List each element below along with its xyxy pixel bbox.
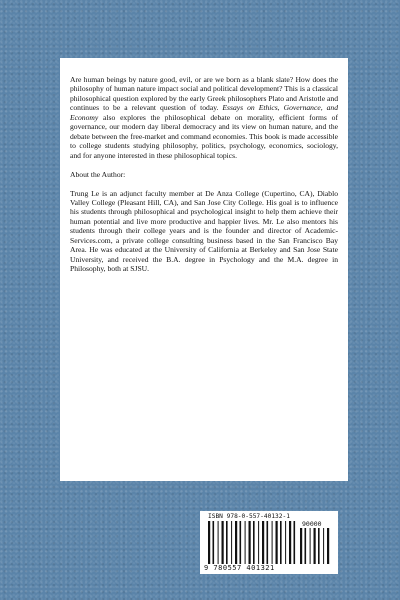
price-code-label: 90000 [302, 520, 322, 528]
back-cover-text-panel [60, 58, 348, 481]
barcode-bar [226, 521, 228, 564]
ean-barcode-bars [208, 521, 298, 564]
barcode-bar [253, 521, 255, 564]
barcode-bar [267, 521, 269, 564]
barcode-bar [280, 521, 282, 564]
barcode-bar [235, 521, 237, 564]
barcode-bar [272, 521, 273, 564]
barcode-bar [222, 521, 224, 564]
barcode-bar [289, 521, 291, 564]
barcode-bar [310, 528, 311, 564]
barcode-bar [305, 528, 307, 564]
isbn-label: ISBN 978-0-557-40132-1 [208, 513, 290, 520]
barcode-bar [240, 521, 242, 564]
isbn-barcode [200, 511, 338, 574]
description-text-continued: also explores the philosophical debate on morality, efficient forms of governance, our modern day liberal democracy and its view on human nature, and the debate between the free-market and command economies. This book is made accessible to college students studying philosophy, politics, psychology, economics, sociology, and for anyone interested in these philosophical topics. [70, 112, 338, 160]
barcode-bar [208, 521, 210, 564]
barcode-bar [213, 521, 215, 564]
barcode-bar [300, 528, 302, 564]
barcode-bar [276, 521, 278, 564]
barcode-bar [314, 528, 316, 564]
barcode-bar [318, 528, 320, 564]
author-bio: Trung Le is an adjunct faculty member at De Anza College (Cupertino, CA), Diablo Valley College (Pleasant Hill, CA), and San Jose City College. His goal is to influence his students through philosophical and psychological insight to help them achieve their human potential and live more productive and happier lives. Mr. Le also mentors his students through their college years and is the founder and director of Academic-Services.com, a private college consulting business based in the San Francisco Bay Area. He was educated at the University of California at Berkeley and San Jose State University, and received the B.A. degree in Psychology and the M.A. degree in Philosophy, both at SJSU. [70, 188, 338, 274]
barcode-bar [258, 521, 259, 564]
barcode-bar [294, 521, 296, 564]
barcode-bar [262, 521, 264, 564]
barcode-bar [231, 521, 232, 564]
price-barcode-bars [300, 528, 332, 564]
barcode-bar [245, 521, 246, 564]
book-title-italic: Essays on Ethics, Governance, and Economy [70, 103, 339, 122]
about-author-heading: About the Author: [70, 170, 126, 180]
barcode-bar [285, 521, 286, 564]
description-text: Are human beings by nature good, evil, or are we born as a blank slate? How does the philosophy of human nature impact social and political development? This is a classical philosophical question explored by the early Greek philosophers Plato and Aristotle and continues to be a relevant question of today. [70, 75, 338, 113]
barcode-bar [218, 521, 219, 564]
barcode-bar [249, 521, 251, 564]
ean-digits: 9 780557 401321 [204, 564, 275, 572]
book-description [70, 75, 338, 160]
barcode-bar [323, 528, 324, 564]
barcode-bar [327, 528, 329, 564]
